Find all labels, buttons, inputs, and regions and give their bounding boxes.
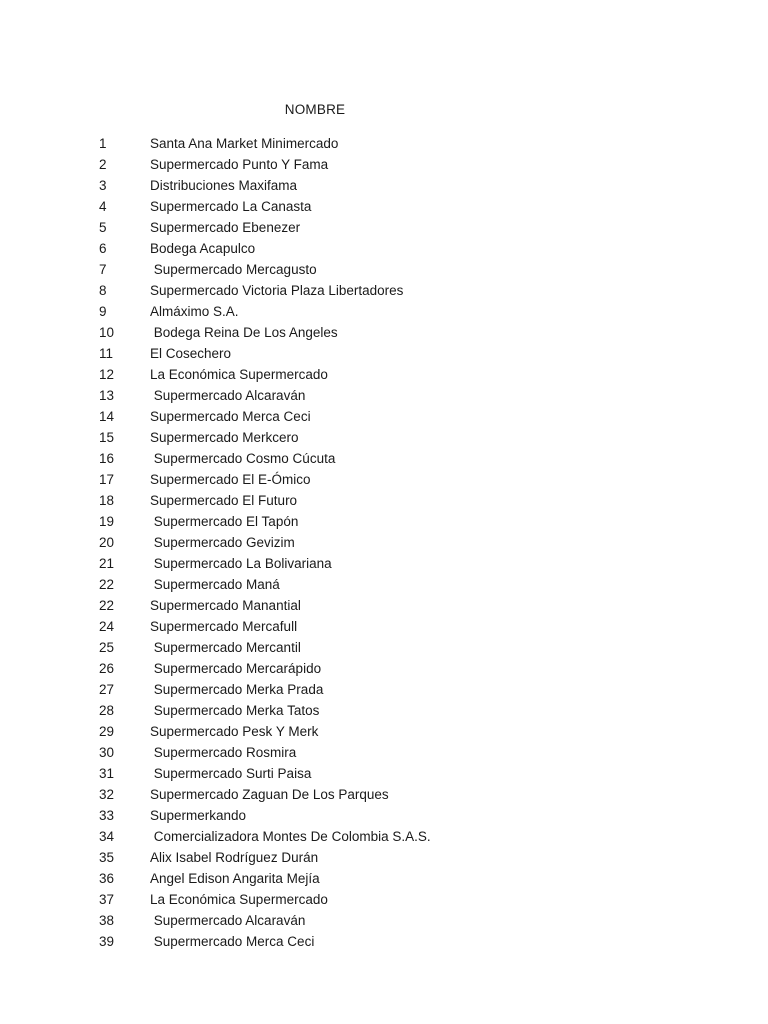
row-name: Supermercado Maná (150, 577, 280, 592)
row-name: Supermercado Merca Ceci (150, 409, 311, 424)
list-item (0, 890, 768, 911)
name-list (0, 134, 768, 953)
row-name: Supermercado Victoria Plaza Libertadores (150, 283, 404, 298)
row-number: 13 (99, 388, 115, 403)
list-item (0, 911, 768, 932)
row-name: La Económica Supermercado (150, 892, 328, 907)
list-item (0, 323, 768, 344)
row-number: 14 (99, 409, 115, 424)
row-name: Supermercado Punto Y Fama (150, 157, 329, 172)
row-number: 9 (99, 304, 107, 319)
list-item (0, 533, 768, 554)
row-number: 38 (99, 913, 115, 928)
list-item (0, 386, 768, 407)
row-number: 35 (99, 850, 115, 865)
list-item (0, 365, 768, 386)
row-name: Santa Ana Market Minimercado (150, 136, 339, 151)
row-number: 12 (99, 367, 115, 382)
list-item (0, 449, 768, 470)
row-number: 18 (99, 493, 115, 508)
list-item (0, 575, 768, 596)
row-number: 8 (99, 283, 107, 298)
list-item (0, 470, 768, 491)
row-name: Supermercado La Canasta (150, 199, 312, 214)
list-item (0, 785, 768, 806)
row-name: La Económica Supermercado (150, 367, 328, 382)
row-name: Supermercado Mercantil (150, 640, 301, 655)
row-name: Supermercado Mercagusto (150, 262, 317, 277)
list-item (0, 197, 768, 218)
list-item (0, 134, 768, 155)
row-number: 22 (99, 577, 115, 592)
row-name: Supermercado Alcaraván (150, 388, 306, 403)
row-name: Supermercado Ebenezer (150, 220, 301, 235)
list-item (0, 260, 768, 281)
row-number: 37 (99, 892, 115, 907)
row-number: 10 (99, 325, 115, 340)
row-number: 28 (99, 703, 115, 718)
row-number: 6 (99, 241, 107, 256)
list-item (0, 344, 768, 365)
row-name: Supermercado El E-Ómico (150, 472, 311, 487)
list-item (0, 155, 768, 176)
row-name: El Cosechero (150, 346, 232, 361)
list-item (0, 428, 768, 449)
row-name: Supermercado El Futuro (150, 493, 298, 508)
list-item (0, 554, 768, 575)
row-name: Supermercado El Tapón (150, 514, 299, 529)
row-name: Supermercado Pesk Y Merk (150, 724, 319, 739)
row-name: Supermercado Merca Ceci (150, 934, 315, 949)
row-number: 34 (99, 829, 115, 844)
list-item (0, 827, 768, 848)
row-name: Bodega Reina De Los Angeles (150, 325, 338, 340)
row-name: Supermercado Manantial (150, 598, 301, 613)
row-name: Supermercado Gevizim (150, 535, 295, 550)
list-item (0, 764, 768, 785)
list-item (0, 806, 768, 827)
row-number: 29 (99, 724, 115, 739)
row-name: Supermercado Surti Paisa (150, 766, 312, 781)
row-number: 16 (99, 451, 115, 466)
list-item (0, 512, 768, 533)
list-item (0, 407, 768, 428)
row-number: 2 (99, 157, 107, 172)
row-number: 1 (99, 136, 107, 151)
list-item (0, 932, 768, 953)
column-header-nombre: NOMBRE (284, 102, 346, 117)
row-number: 19 (99, 514, 115, 529)
row-number: 36 (99, 871, 115, 886)
row-name: Supermerkando (150, 808, 247, 823)
list-item (0, 281, 768, 302)
list-item (0, 239, 768, 260)
row-number: 3 (99, 178, 107, 193)
row-number: 32 (99, 787, 115, 802)
row-name: Supermercado La Bolivariana (150, 556, 332, 571)
row-name: Bodega Acapulco (150, 241, 256, 256)
row-number: 24 (99, 619, 115, 634)
row-name: Supermercado Mercarápido (150, 661, 322, 676)
list-item (0, 491, 768, 512)
row-number: 39 (99, 934, 115, 949)
row-name: Distribuciones Maxifama (150, 178, 298, 193)
row-name: Alix Isabel Rodríguez Durán (150, 850, 319, 865)
row-number: 21 (99, 556, 115, 571)
row-name: Supermercado Merkcero (150, 430, 299, 445)
row-number: 4 (99, 199, 107, 214)
list-item (0, 722, 768, 743)
row-name: Supermercado Merka Prada (150, 682, 324, 697)
list-item (0, 302, 768, 323)
row-name: Supermercado Zaguan De Los Parques (150, 787, 389, 802)
list-item (0, 701, 768, 722)
row-number: 20 (99, 535, 115, 550)
row-number: 25 (99, 640, 115, 655)
list-item (0, 218, 768, 239)
list-item (0, 743, 768, 764)
row-name: Supermercado Mercafull (150, 619, 298, 634)
row-number: 27 (99, 682, 115, 697)
list-item (0, 596, 768, 617)
row-number: 31 (99, 766, 115, 781)
row-name: Supermercado Rosmira (150, 745, 297, 760)
row-name: Supermercado Alcaraván (150, 913, 306, 928)
row-number: 22 (99, 598, 115, 613)
row-name: Angel Edison Angarita Mejía (150, 871, 320, 886)
row-number: 26 (99, 661, 115, 676)
list-item (0, 680, 768, 701)
row-number: 30 (99, 745, 115, 760)
row-number: 5 (99, 220, 107, 235)
row-name: Supermercado Merka Tatos (150, 703, 320, 718)
list-item (0, 617, 768, 638)
list-item (0, 869, 768, 890)
list-item (0, 659, 768, 680)
row-name: Supermercado Cosmo Cúcuta (150, 451, 336, 466)
row-name: Comercializadora Montes De Colombia S.A.S. (150, 829, 431, 844)
row-number: 33 (99, 808, 115, 823)
list-item (0, 848, 768, 869)
list-item (0, 176, 768, 197)
row-number: 11 (99, 346, 114, 361)
list-item (0, 638, 768, 659)
row-number: 7 (99, 262, 107, 277)
row-name: Almáximo S.A. (150, 304, 239, 319)
row-number: 15 (99, 430, 115, 445)
row-number: 17 (99, 472, 115, 487)
